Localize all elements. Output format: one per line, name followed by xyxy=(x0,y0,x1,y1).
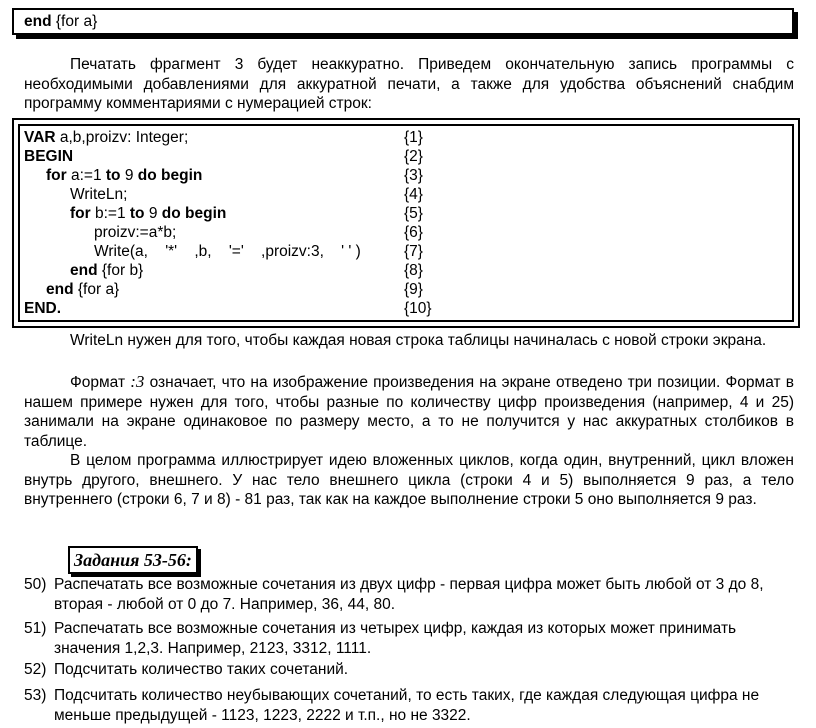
task-text: Подсчитать количество неубывающих сочетаний, то есть таких, где каждая следующая цифра не меньше предыдущей - 1123, 1223, 2222 и т.п., но не 3322. xyxy=(54,687,760,724)
task-item xyxy=(24,619,796,659)
code-keyword: to xyxy=(105,167,121,184)
code-keyword: end xyxy=(24,13,52,30)
code-text: WriteLn; xyxy=(70,186,128,203)
code-keyword: do begin xyxy=(161,205,227,222)
code-text: proizv:=a*b; xyxy=(94,224,177,241)
code-text: Write(a, '*' ,b, '=' ,proizv:3, ' ' ) xyxy=(94,243,361,260)
code-text: 9 xyxy=(120,167,138,184)
code-keyword: end xyxy=(70,262,98,279)
code-line xyxy=(70,204,226,223)
paragraph-format: Формат :3 означает, что на изображение произведения на экране отведено три позиции. Формат в нашем примере нужен для того, чтобы разные по количеству цифр произведения (например, 4 и 25) занимали на экране одинаковое по размеру место, а то не получится у нас аккуратных столбиков в таблице. xyxy=(24,372,794,450)
task-item xyxy=(24,660,796,680)
code-line-number-comment: {9} xyxy=(404,281,423,298)
code-line xyxy=(46,166,202,185)
code-comment: {for a} xyxy=(55,13,98,30)
task-number: 51) xyxy=(24,620,47,637)
code-text: {for a} xyxy=(73,281,120,298)
code-keyword: to xyxy=(129,205,145,222)
code-keyword: for xyxy=(70,205,91,222)
code-keyword: END. xyxy=(24,300,62,317)
task-number: 52) xyxy=(24,661,47,678)
code-line-number-comment: {8} xyxy=(404,262,423,279)
code-text: 9 xyxy=(144,205,162,222)
paragraph-nested-loops: В целом программа иллюстрирует идею вложенных циклов, когда один, внутренний, цикл вложен внутрь другого, внешнего. У нас тело внешнего цикла (строки 4 и 5) выполняется 9 раз, а тело внутреннего (строки 6, 7 и 8) - 81 раз, так как на каждое выполнение строки 5 оно выполняется 9 раз. xyxy=(24,452,794,508)
code-line xyxy=(24,13,97,31)
task-number: 53) xyxy=(24,687,47,704)
code-text: {for b} xyxy=(97,262,144,279)
task-text: Распечатать все возможные сочетания из четырех цифр, каждая из которых может принимать значения 1,2,3. Например, 2123, 3312, 1111. xyxy=(54,620,737,657)
task-text: Подсчитать количество таких сочетаний. xyxy=(54,661,349,678)
code-snippet-box xyxy=(12,8,794,35)
code-line-number-comment: {2} xyxy=(404,148,423,165)
code-keyword: BEGIN xyxy=(24,148,74,165)
code-line xyxy=(70,185,127,204)
code-keyword: do begin xyxy=(137,167,203,184)
task-text: Распечатать все возможные сочетания из двух цифр - первая цифра может быть любой от 3 до 8, вторая - любой от 0 до 7. Например, 36, 44, 80. xyxy=(54,576,764,613)
task-item xyxy=(24,686,796,726)
code-line-number-comment: {10} xyxy=(404,300,432,317)
tasks-heading: Задания 53-56: xyxy=(68,546,198,574)
code-line xyxy=(24,299,61,318)
program-listing-inner-frame xyxy=(18,124,794,322)
program-listing-box xyxy=(12,118,800,328)
code-line xyxy=(94,242,361,261)
task-item xyxy=(24,575,796,615)
code-text: a:=1 xyxy=(66,167,106,184)
code-keyword: for xyxy=(46,167,67,184)
code-line xyxy=(46,280,119,299)
code-line-number-comment: {7} xyxy=(404,243,423,260)
code-keyword: VAR xyxy=(24,129,56,146)
paragraph-writeln: WriteLn нужен для того, чтобы каждая новая строка таблицы начиналась с новой строки экрана. xyxy=(70,332,767,349)
code-line xyxy=(70,261,143,280)
code-line xyxy=(24,147,73,166)
code-text: b:=1 xyxy=(90,205,130,222)
code-keyword: end xyxy=(46,281,74,298)
code-line-number-comment: {1} xyxy=(404,129,423,146)
code-line-number-comment: {4} xyxy=(404,186,423,203)
paragraph-intro: Печатать фрагмент 3 будет неаккуратно. Приведем окончательную запись программы с необходимыми добавлениями для аккуратной печати, а также для удобства объяснений снабдим программу комментариями с нумерацией строк: xyxy=(24,56,794,112)
code-text: a,b,proizv: Integer; xyxy=(55,129,189,146)
code-line xyxy=(94,223,176,242)
code-line-number-comment: {5} xyxy=(404,205,423,222)
code-line-number-comment: {3} xyxy=(404,167,423,184)
format-spec: :3 xyxy=(130,372,145,391)
code-line-number-comment: {6} xyxy=(404,224,423,241)
task-number: 50) xyxy=(24,576,47,593)
code-line xyxy=(24,128,188,147)
